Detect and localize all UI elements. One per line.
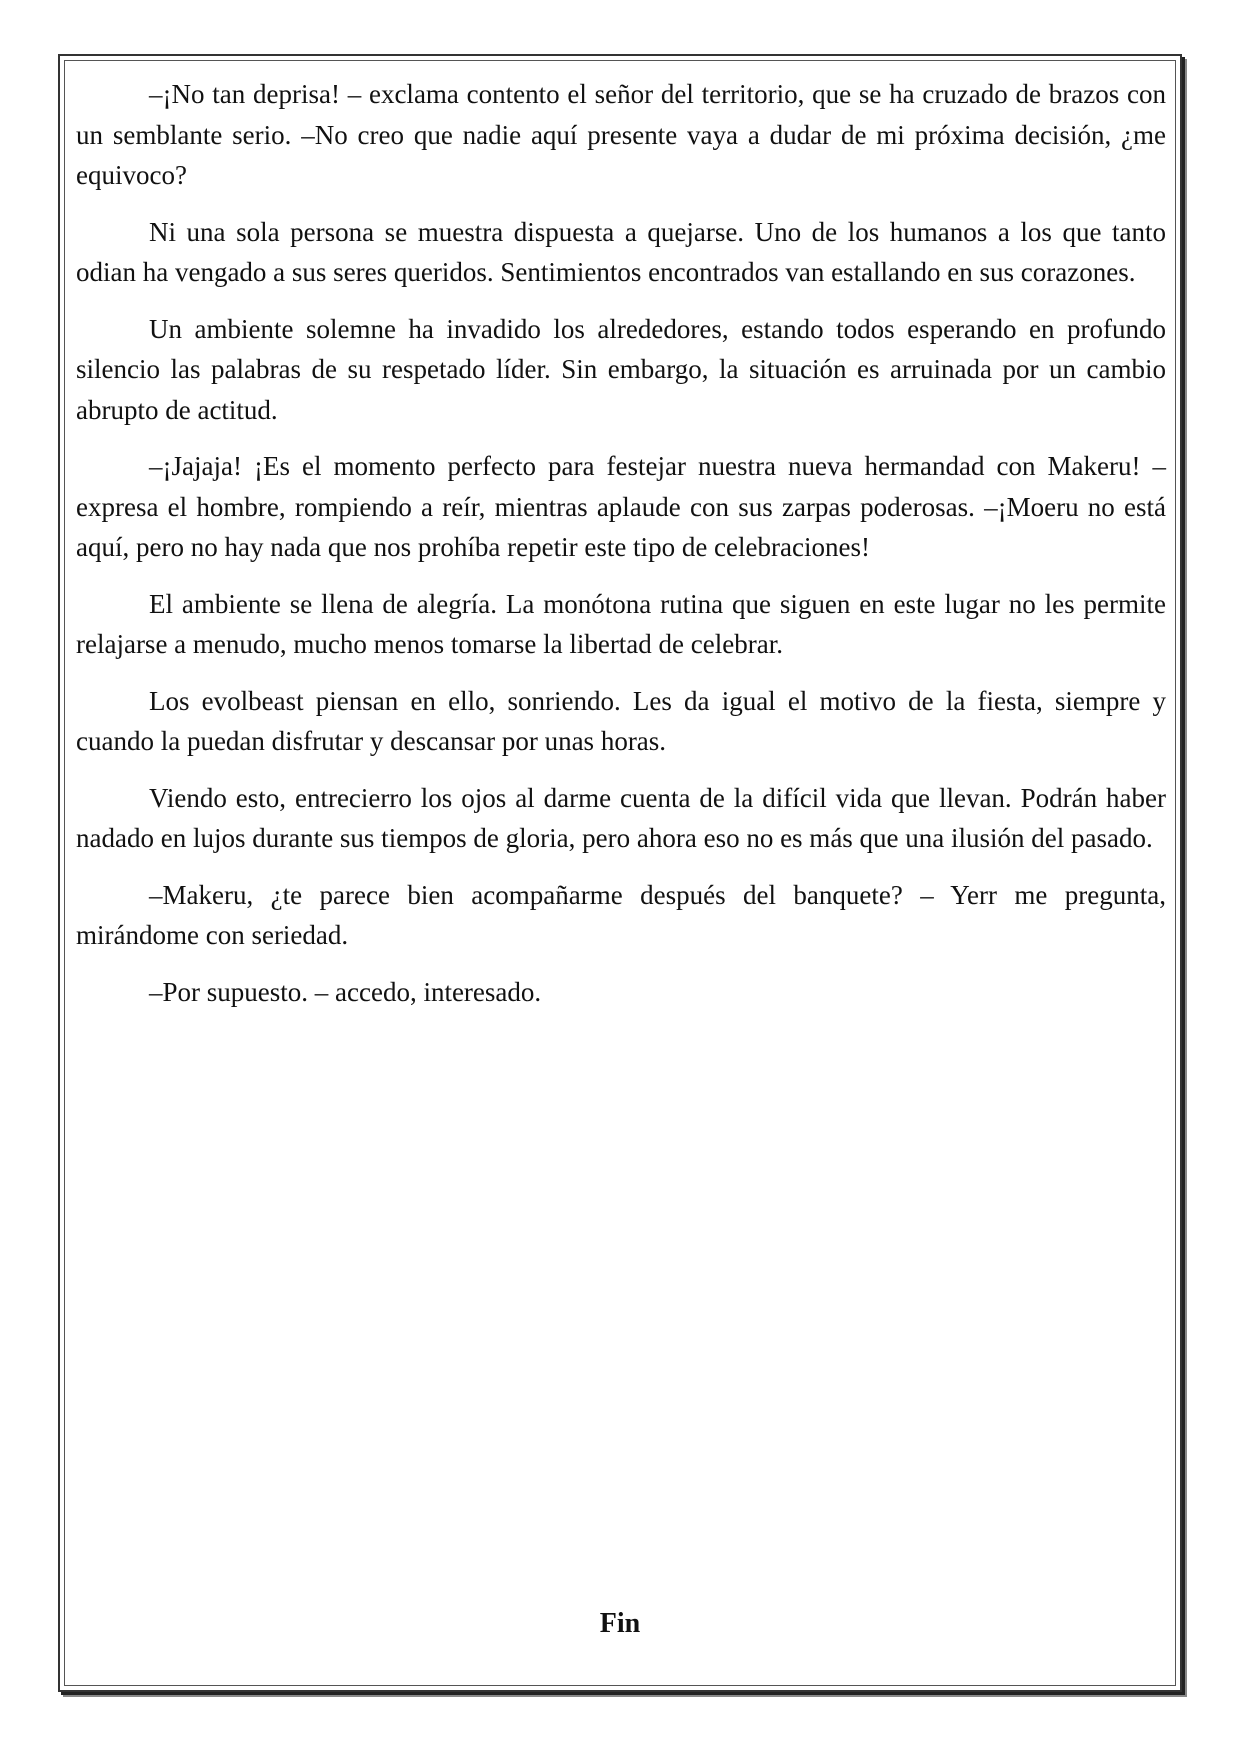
paragraph: –¡Jajaja! ¡Es el momento perfecto para festejar nuestra nueva hermandad con Makeru! – expresa el hombre, rompiendo a reír, mientras aplaude con sus zarpas poderosas. –¡Moeru no está aquí, pero no hay nada que nos prohíba repetir este tipo de celebraciones! bbox=[76, 451, 1166, 562]
story-text bbox=[76, 74, 1166, 1028]
paragraph: Un ambiente solemne ha invadido los alrededores, estando todos esperando en profundo silencio las palabras de su respetado líder. Sin embargo, la situación es arruinada por un cambio abrupto de actitud. bbox=[76, 313, 1166, 425]
paragraph: –¡No tan deprisa! – exclama contento el señor del territorio, que se ha cruzado de brazos con un semblante serio. –No creo que nadie aquí presente vaya a dudar de mi próxima decisión, ¿me equivoco? bbox=[76, 79, 1166, 190]
paragraph: Ni una sola persona se muestra dispuesta a quejarse. Uno de los humanos a los que tanto odian ha vengado a sus seres queridos. Sentimientos encontrados van estallando en sus corazones. bbox=[76, 216, 1166, 287]
closing-word: Fin bbox=[599, 1608, 641, 1639]
paragraph: Viendo esto, entrecierro los ojos al darme cuenta de la difícil vida que llevan. Podrán haber nadado en lujos durante sus tiempos de gloria, pero ahora eso no es más que una ilusión del pasado. bbox=[76, 782, 1166, 853]
paragraph: El ambiente se llena de alegría. La monótona rutina que siguen en este lugar no les permite relajarse a menudo, mucho menos tomarse la libertad de celebrar. bbox=[76, 588, 1166, 659]
paragraph: Los evolbeast piensan en ello, sonriendo. Les da igual el motivo de la fiesta, siempre y cuando la puedan disfrutar y descansar por unas horas. bbox=[76, 685, 1166, 756]
page-border-frame bbox=[58, 54, 1182, 1692]
paragraph: –Makeru, ¿te parece bien acompañarme después del banquete? – Yerr me pregunta, mirándome con seriedad. bbox=[76, 879, 1166, 950]
paragraph: –Por supuesto. – accedo, interesado. bbox=[149, 976, 542, 1007]
